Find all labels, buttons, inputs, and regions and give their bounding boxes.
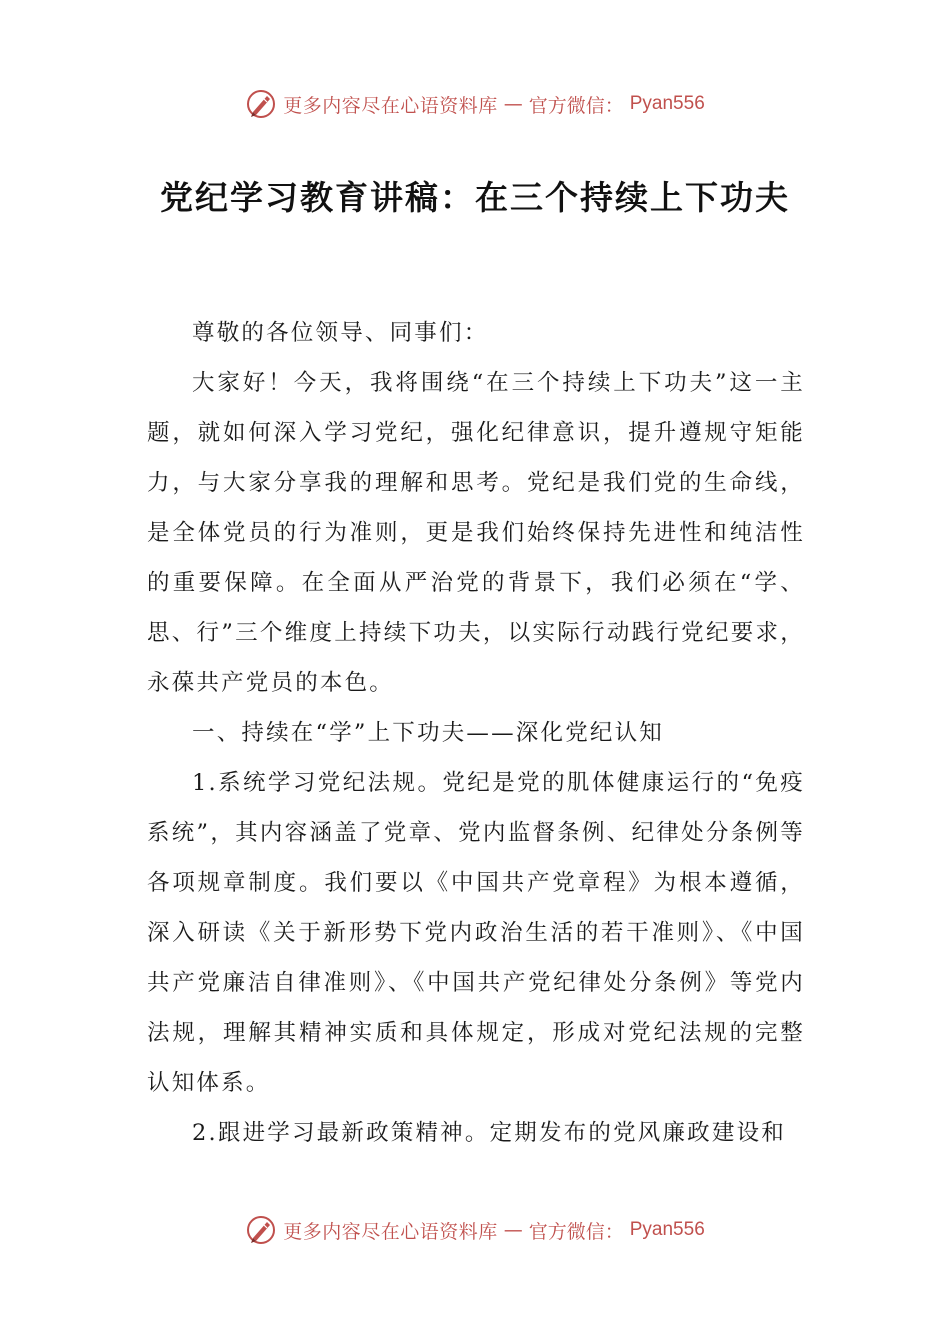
- section-heading-1: 一、持续在“学”上下功夫——深化党纪认知: [192, 720, 665, 746]
- watermark-wechat-label: 官方微信：: [528, 1220, 624, 1243]
- intro-paragraph: 大家好！今天，我将围绕“在三个持续上下功夫”这一主题，就如何深入学习党纪，强化纪律意识，提升遵规守矩能力，与大家分享我的理解和思考。党纪是我们党的生命线，是全体党员的行为准则，更是我们始终保持先进性和纯洁性的重要保障。在全面从严治党的背景下，我们必须在“学、思、行”三个维度上持续下功夫，以实际行动践行党纪要求，永葆共产党员的本色。: [147, 370, 805, 696]
- body-paragraph-2: 2.跟进学习最新政策精神。定期发布的党风廉政建设和: [192, 1120, 786, 1146]
- document-body: [147, 308, 805, 1158]
- watermark-footer: [0, 1210, 950, 1250]
- pen-logo-icon: [245, 1214, 277, 1246]
- watermark-separator: —: [503, 93, 523, 115]
- watermark-separator: —: [503, 1219, 523, 1241]
- document-title: 党纪学习教育讲稿：在三个持续上下功夫: [160, 178, 790, 217]
- watermark-wechat-id: Pyan556: [629, 93, 705, 114]
- pen-logo-icon: [245, 88, 277, 120]
- watermark-wechat-label: 官方微信：: [528, 94, 624, 117]
- body-paragraph-1: 1.系统学习党纪法规。党纪是党的肌体健康运行的“免疫系统”，其内容涵盖了党章、党内监督条例、纪律处分条例等各项规章制度。我们要以《中国共产党章程》为根本遵循，深入研读《关于新形势下党内政治生活的若干准则》、《中国共产党廉洁自律准则》、《中国共产党纪律处分条例》等党内法规，理解其精神实质和具体规定，形成对党纪法规的完整认知体系。: [147, 770, 805, 1096]
- watermark-header: [0, 84, 950, 124]
- watermark-text: 更多内容尽在心语资料库: [283, 1220, 498, 1243]
- greeting-paragraph: 尊敬的各位领导、同事们：: [192, 320, 489, 346]
- watermark-wechat-id: Pyan556: [629, 1219, 705, 1240]
- watermark-text: 更多内容尽在心语资料库: [283, 94, 498, 117]
